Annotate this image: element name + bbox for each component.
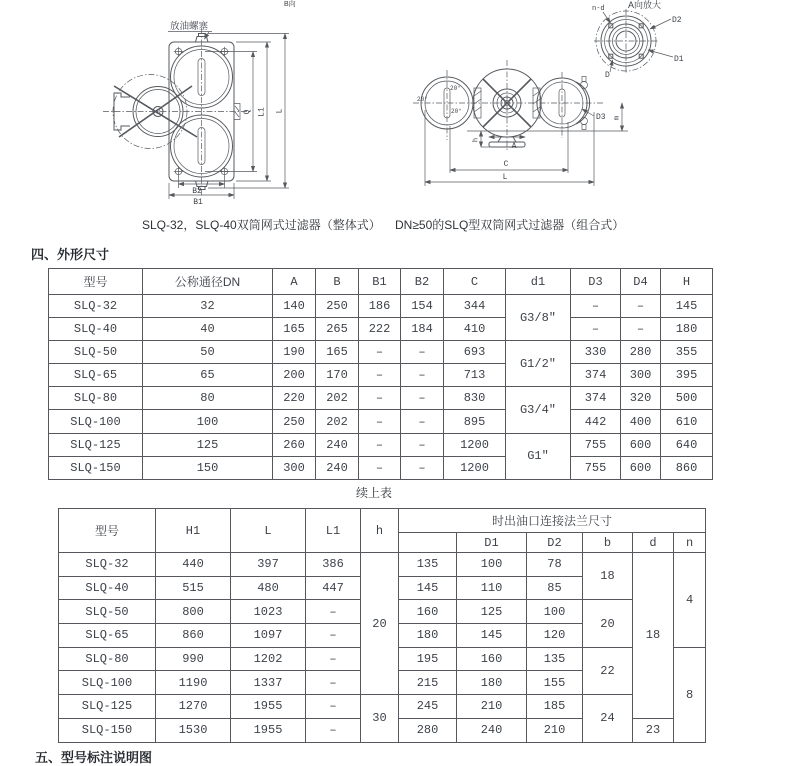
cell: – [359,341,401,364]
cell: 195 [399,647,457,671]
cell: 300 [273,456,316,479]
technical-drawings [0,0,800,240]
table-row [59,695,706,719]
cell: 300 [621,364,661,387]
cell: 320 [621,387,661,410]
cell: – [401,456,444,479]
cell: 145 [661,295,713,318]
cell: 397 [231,553,306,577]
model-cell: SLQ-150 [49,456,143,479]
dimension-table-2 [58,508,706,743]
header-cell: L1 [306,509,361,553]
cell: 186 [359,295,401,318]
cell: 100 [457,553,527,577]
cell: – [401,364,444,387]
model-cell: SLQ-125 [59,695,156,719]
cell: 386 [306,553,361,577]
cell: – [401,433,444,456]
left-drawing-integral-type [103,0,296,207]
header-cell: H1 [156,509,231,553]
cell: 800 [156,600,231,624]
cell: 440 [156,553,231,577]
cell: 18 [583,553,633,600]
cell: G1″ [506,433,571,479]
dim-nd-label: n-d [592,5,605,13]
table-row [49,295,713,318]
cell: 155 [527,671,583,695]
cell: 1530 [156,718,231,742]
dim-b1-label: B1 [193,198,203,207]
cell: 260 [273,433,316,456]
table-row [49,433,713,456]
model-cell: SLQ-40 [59,576,156,600]
right-drawing-combined-type [413,0,684,186]
cell: 135 [527,647,583,671]
cell: 20 [583,600,633,647]
header-cell: n [674,533,706,553]
cell: – [401,410,444,433]
cell: – [401,341,444,364]
cell: 374 [571,364,621,387]
cell: G3/8″ [506,295,571,341]
cell: 154 [401,295,444,318]
angle-label: 20° [451,108,462,115]
cell: – [359,433,401,456]
cell: – [359,456,401,479]
dim-q-label: Q [243,109,252,115]
right-drawing-caption: DN≥50的SLQ型双筒网式过滤器（组合式） [395,218,625,232]
model-cell: SLQ-65 [59,624,156,648]
header-cell: b [583,533,633,553]
header-cell: B1 [359,269,401,295]
cell: – [306,671,361,695]
dim-d3-label: D3 [596,113,606,122]
cell: 240 [316,433,359,456]
left-unit [417,70,473,140]
cell: 344 [444,295,506,318]
model-cell: SLQ-80 [59,647,156,671]
cell: 78 [527,553,583,577]
table-row [49,341,713,364]
angle-label: 20° [450,85,461,92]
header-cell: h [361,509,399,553]
dim-l-label: L [275,108,285,114]
cell: 200 [273,364,316,387]
model-cell: SLQ-50 [49,341,143,364]
cell: 165 [273,318,316,341]
header-cell: 公称通径DN [143,269,273,295]
cell: – [306,624,361,648]
dim-h-label: h [472,137,481,143]
cell: 145 [399,576,457,600]
model-cell: SLQ-50 [59,600,156,624]
cell: 110 [457,576,527,600]
cell: 160 [457,647,527,671]
cell: 23 [633,718,674,742]
cell: 165 [316,341,359,364]
cell: 190 [273,341,316,364]
cell: – [621,318,661,341]
dim-d2-label: D2 [672,16,682,25]
cell: 640 [661,433,713,456]
cell: 170 [316,364,359,387]
cell: – [306,695,361,719]
cell: – [359,387,401,410]
header-cell: H [661,269,713,295]
dim-d-label: D [605,71,610,80]
cell: 1955 [231,718,306,742]
dim-l-main-label: L [502,173,508,182]
cell: 250 [273,410,316,433]
cell: 280 [621,341,661,364]
model-cell: SLQ-32 [49,295,143,318]
table-row [49,456,713,479]
dim-a-label: A [511,142,517,151]
cell: 22 [583,647,633,694]
cell: 1023 [231,600,306,624]
cell: 32 [143,295,273,318]
model-cell: SLQ-65 [49,364,143,387]
cell: 125 [457,600,527,624]
cell: 410 [444,318,506,341]
cell: 1270 [156,695,231,719]
table-header-row [59,509,706,533]
cell: 100 [143,410,273,433]
cell: 755 [571,456,621,479]
header-cell: d [633,533,674,553]
cell: – [571,318,621,341]
header-cell: B2 [401,269,444,295]
cell: 990 [156,647,231,671]
cell: 140 [273,295,316,318]
header-cell: A [273,269,316,295]
cell: 245 [399,695,457,719]
cell: 1097 [231,624,306,648]
cell: 222 [359,318,401,341]
drain-plug-label: 放油螺塞 [170,21,209,32]
dim-d1-label: D1 [674,55,684,64]
header-cell: L [231,509,306,553]
cell: 480 [231,576,306,600]
cell: 210 [457,695,527,719]
cell: 265 [316,318,359,341]
cell: 50 [143,341,273,364]
cell: 135 [399,553,457,577]
cell: 1200 [444,433,506,456]
cell: 202 [316,410,359,433]
cell: 447 [306,576,361,600]
cell: 1190 [156,671,231,695]
header-cell: d1 [506,269,571,295]
cell: 1202 [231,647,306,671]
table-row [49,387,713,410]
cell: – [306,718,361,742]
cell: 1955 [231,695,306,719]
cell: 355 [661,341,713,364]
cell: 145 [457,624,527,648]
cell: 4 [674,553,706,648]
cell: 600 [621,456,661,479]
angle-label: 20° [417,96,428,103]
cell: 180 [399,624,457,648]
table-row [49,318,713,341]
dim-m-label: m [613,115,622,121]
header-cell: B [316,269,359,295]
cell: 184 [401,318,444,341]
cell: 120 [527,624,583,648]
section-title: 四、外形尺寸 [31,247,110,262]
next-section-title: 五、型号标注说明图 [35,750,153,765]
continuation-label: 续上表 [356,486,393,500]
cell: 395 [661,364,713,387]
header-cell [399,533,457,553]
cell: G1/2″ [506,341,571,387]
cell: 180 [661,318,713,341]
dimension-table-1 [48,268,713,480]
view-a-label: A向放大 [628,0,662,10]
model-cell: SLQ-100 [49,410,143,433]
cell: 40 [143,318,273,341]
cell: 713 [444,364,506,387]
middle-unit [473,60,541,152]
cell: 85 [527,576,583,600]
right-unit [537,72,590,138]
cell: G3/4″ [506,387,571,433]
cell: – [306,647,361,671]
model-cell: SLQ-150 [59,718,156,742]
cell: 860 [661,456,713,479]
cell: 20 [361,553,399,695]
cell: 30 [361,695,399,742]
table-header-row [49,269,713,295]
cell: 1200 [444,456,506,479]
cell: 80 [143,387,273,410]
header-cell: D4 [621,269,661,295]
left-drawing-caption: SLQ-32，SLQ-40双筒网式过滤器（整体式） [142,218,381,232]
cell: 220 [273,387,316,410]
cell: 1337 [231,671,306,695]
cell: – [401,387,444,410]
flange-header-cell: 时出油口连接法兰尺寸 [399,509,706,533]
cell: 693 [444,341,506,364]
cell: 202 [316,387,359,410]
cell: 600 [621,433,661,456]
cell: – [359,364,401,387]
model-cell: SLQ-100 [59,671,156,695]
cell: – [359,410,401,433]
cell: 65 [143,364,273,387]
header-cell: D3 [571,269,621,295]
table-row [49,410,713,433]
dim-c-label: C [503,160,509,169]
cell: 442 [571,410,621,433]
header-cell: D2 [527,533,583,553]
cell: 240 [457,718,527,742]
cell: 330 [571,341,621,364]
cell: 895 [444,410,506,433]
model-cell: SLQ-125 [49,433,143,456]
header-cell: 型号 [49,269,143,295]
header-cell: C [444,269,506,295]
table-row [59,553,706,577]
cell: 860 [156,624,231,648]
header-cell: 型号 [59,509,156,553]
cell: 18 [633,553,674,719]
cell: 374 [571,387,621,410]
detail-view-a [592,0,684,80]
cell: 160 [399,600,457,624]
model-cell: SLQ-40 [49,318,143,341]
cell: 185 [527,695,583,719]
cell: 210 [527,718,583,742]
cell: 125 [143,433,273,456]
cell: 24 [583,695,633,742]
cell: 515 [156,576,231,600]
header-cell: D1 [457,533,527,553]
cell: – [306,600,361,624]
dim-b2-label: B2 [192,187,202,196]
cell: 500 [661,387,713,410]
cell: 250 [316,295,359,318]
cell: 100 [527,600,583,624]
cell: 610 [661,410,713,433]
cell: 240 [316,456,359,479]
cell: 8 [674,647,706,742]
cell: 150 [143,456,273,479]
cell: 755 [571,433,621,456]
model-cell: SLQ-32 [59,553,156,577]
dim-l1-label: L1 [257,107,267,117]
model-cell: SLQ-80 [49,387,143,410]
view-b-label: B向 [284,1,296,8]
cell: 215 [399,671,457,695]
cell: 280 [399,718,457,742]
cell: – [621,295,661,318]
cell: – [571,295,621,318]
cell: 400 [621,410,661,433]
cell: 830 [444,387,506,410]
cell: 180 [457,671,527,695]
table-row [49,364,713,387]
